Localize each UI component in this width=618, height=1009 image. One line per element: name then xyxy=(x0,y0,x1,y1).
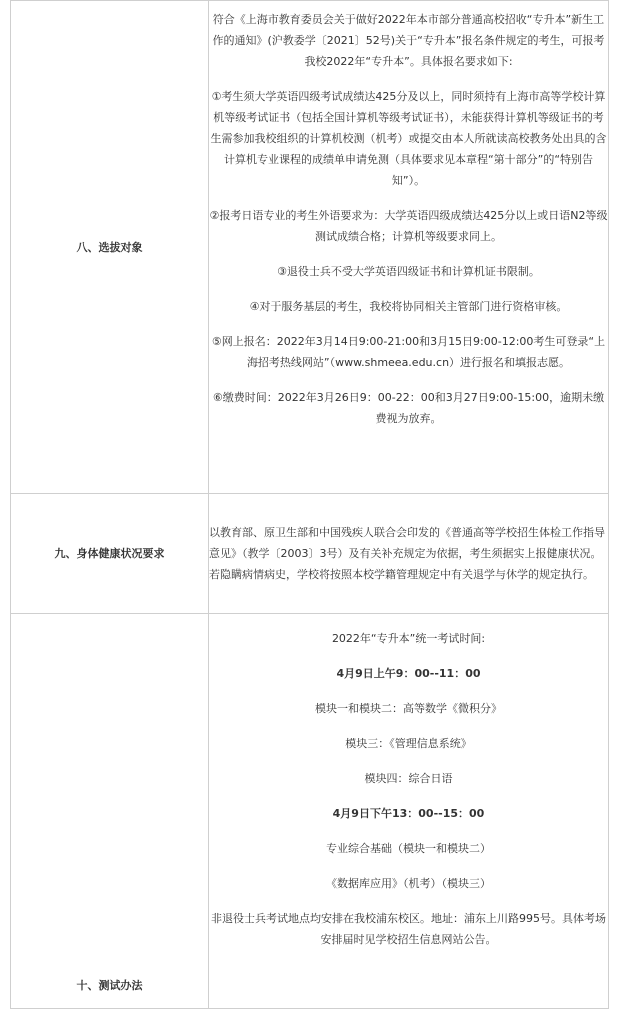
line-database-application: 《数据库应用》（机考）（模块三） xyxy=(326,877,491,890)
line-exam-time-title: 2022年“专升本”统一考试时间: xyxy=(331,632,486,645)
paragraph-requirement-5: ⑤网上报名：2022年3月14日9:00-21:00和3月15日9:00-12:00考生可登录“上海招考热线网站”（www.shmeea.edu.cn）进行报名和填报志愿。 xyxy=(211,335,606,369)
test-method-content xyxy=(209,614,609,1009)
paragraph-intro: 符合《上海市教育委员会关于做好2022年本市部分普通高校招收“专升本”新生工作的通知》(沪教委学〔2021〕52号)关于“专升本”报名条件规定的考生，可报考我校2022年“专升本”。具体报名要求如下: xyxy=(212,13,605,68)
row-label-selection-target: 八、选拔对象 xyxy=(11,1,209,494)
health-requirements-content xyxy=(209,494,609,614)
table-row xyxy=(11,1,609,494)
line-module-1-2: 模块一和模块二：高等数学《微积分》 xyxy=(315,702,502,715)
paragraph-requirement-3: ③退役士兵不受大学英语四级证书和计算机证书限制。 xyxy=(277,265,540,278)
table-row xyxy=(11,614,609,1009)
line-professional-basics: 专业综合基础（模块一和模块二） xyxy=(326,842,491,855)
paragraph-requirement-1: ①考生须大学英语四级考试成绩达425分及以上，同时须持有上海市高等学校计算机等级考试证书（包括全国计算机等级考试证书），未能获得计算机等级证书的考生需参加我校组织的计算机校测（机考）或提交由本人所就读高校教务处出具的含计算机专业课程的成绩单申请免测（具体要求见本章程“第十部分”的“特别告知”）。 xyxy=(210,90,607,187)
paragraph-requirement-6: ⑥缴费时间：2022年3月26日9：00-22：00和3月27日9:00-15:00，逾期未缴费视为放弃。 xyxy=(212,391,605,425)
line-afternoon-session: 4月9日下午13：00--15：00 xyxy=(332,807,485,820)
line-morning-session: 4月9日上午9：00--11：00 xyxy=(336,667,481,680)
paragraph-requirement-4: ④对于服务基层的考生，我校将协同相关主管部门进行资格审核。 xyxy=(249,300,568,313)
line-module-3: 模块三：《管理信息系统》 xyxy=(345,737,472,750)
row-label-health-requirements: 九、身体健康状况要求 xyxy=(11,494,209,614)
table-row xyxy=(11,494,609,614)
line-module-4: 模块四：综合日语 xyxy=(364,772,453,785)
selection-target-content xyxy=(209,1,609,494)
paragraph-health: 以教育部、原卫生部和中国残疾人联合会印发的《普通高等学校招生体检工作指导意见》（教学〔2003〕3号）及有关补充规定为依据，考生须据实上报健康状况。若隐瞒病情病史，学校将按照本校学籍管理规定中有关退学与休学的规定执行。 xyxy=(209,526,605,581)
line-exam-location: 非退役士兵考试地点均安排在我校浦东校区。地址：浦东上川路995号。具体考场安排届时见学校招生信息网站公告。 xyxy=(211,912,606,946)
row-label-test-method: 十、测试办法 xyxy=(11,614,209,1009)
admission-info-table xyxy=(10,0,609,1009)
paragraph-requirement-2: ②报考日语专业的考生外语要求为：大学英语四级成绩达425分以上或日语N2等级测试成绩合格；计算机等级要求同上。 xyxy=(209,209,608,243)
